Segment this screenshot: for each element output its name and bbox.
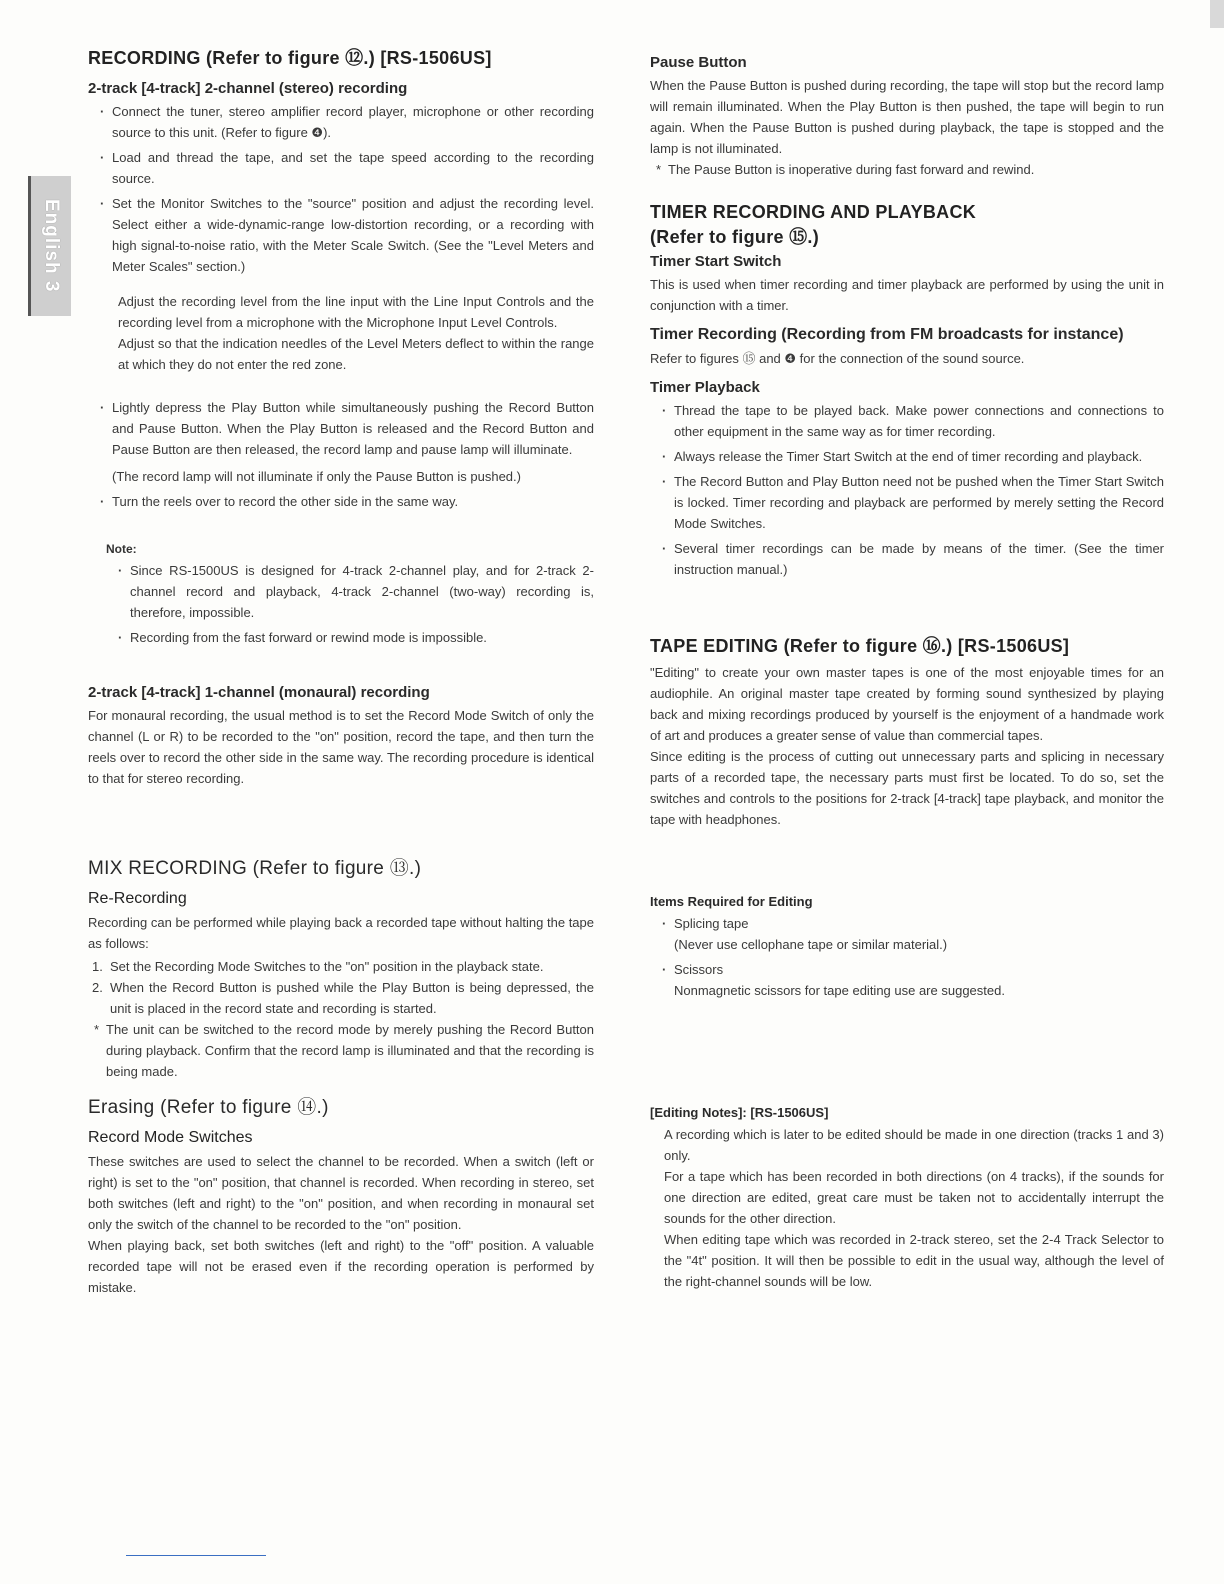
timer-start-switch-heading: Timer Start Switch xyxy=(650,253,782,270)
list-item: · Recording from the fast forward or rewind mode is impossible. xyxy=(106,627,594,648)
list-item: · Set the Monitor Switches to the "source" position and adjust the recording level. Select either a wide-dynamic-range low-distortion recording, or a recording with high signal-to-noise ratio, with the Meter Scale Switch. (See the "Level Meters and Meter Scales" section.) xyxy=(88,193,594,277)
re-recording-heading: Re-Recording xyxy=(88,890,187,907)
list-item: · Always release the Timer Start Switch at the end of timer recording and playback. xyxy=(650,446,1164,467)
editing-notes xyxy=(650,1124,1164,1292)
list-item: · Connect the tuner, stereo amplifier record player, microphone or other recording source to this unit. (Refer to figure ❹). xyxy=(88,101,594,143)
recording-note xyxy=(88,542,594,648)
erasing-title: Erasing (Refer to figure ⑭.) xyxy=(88,1097,329,1118)
editing-note: For a tape which has been recorded in both directions (on 4 tracks), if the sounds for one direction are edited, great care must be taken not to accidentally interrupt the sounds for the other direction. xyxy=(664,1169,1164,1226)
recording-section-title xyxy=(88,44,594,70)
list-item: · Turn the reels over to record the other side in the same way. xyxy=(88,491,594,512)
timer-recording-text: Refer to figures ⑮ and ❹ for the connection of the sound source. xyxy=(650,351,1025,366)
timer-section-title xyxy=(650,202,1164,249)
items-required-heading: Items Required for Editing xyxy=(650,894,813,909)
right-column xyxy=(650,44,1164,1292)
list-item: 2. When the Record Button is pushed while the Play Button is being depressed, the unit is placed in the record state and recording is started. xyxy=(92,980,594,1016)
tape-editing-model-tag: [RS-1506US] xyxy=(957,636,1070,656)
scan-corner-mark xyxy=(1210,0,1224,28)
play-steps-list xyxy=(88,397,594,512)
editing-process-text: Since editing is the process of cutting out unnecessary parts and splicing in necessary parts of a recorded tape, the necessary parts must first be located. To do so, set the switches and controls to the positions for 2-track [4-track] tape playback, and monitor the tape with headphones. xyxy=(650,749,1164,827)
playback-switches-text: When playing back, set both switches (left and right) to the "off" position. A valuable recorded tape will not be erased even if the recording operation is performed by mistake. xyxy=(88,1238,594,1295)
re-recording-steps xyxy=(88,956,594,1019)
monaural-recording-text: For monaural recording, the usual method is to set the Record Mode Switch of only the channel (L or R) to be recorded to the "on" position, record the tape, and then turn the reels over to record the other side in the same way. The recording procedure is identical to that for stereo recording. xyxy=(88,708,594,786)
timer-playback-heading: Timer Playback xyxy=(650,379,760,396)
timer-start-switch-text: This is used when timer recording and timer playback are performed by using the unit in conjunction with a timer. xyxy=(650,277,1164,313)
editing-intro-text: "Editing" to create your own master tapes is one of the most enjoyable times for an audiophile. An original master tape created by forming sound synthesized by playing back and mixing recordings produced by yourself is the enjoyment of a handmade work of art and produces a greater sense of value than commercial tapes. xyxy=(650,665,1164,743)
list-item: · Scissors Nonmagnetic scissors for tape editing use are suggested. xyxy=(650,959,1164,1001)
record-mode-star-note: * The unit can be switched to the record mode by merely pushing the Record Button during playback. Confirm that the record lamp is illuminated and that the recording is being made. xyxy=(88,1019,594,1082)
record-mode-switches-heading: Record Mode Switches xyxy=(88,1129,253,1146)
monaural-recording-heading: 2-track [4-track] 1-channel (monaural) recording xyxy=(88,684,430,701)
list-item xyxy=(88,397,594,487)
timer-title-line2: (Refer to figure ⑮.) xyxy=(650,227,820,247)
record-mode-switches-text: These switches are used to select the channel to be recorded. When a switch (left or right) is set to the "on" position, that channel is recorded. When recording in stereo, set both switches (left and right) to the "on" position, and when recording in monaural set only the switch of the channel to be recorded to the "on" position. xyxy=(88,1154,594,1232)
left-column xyxy=(88,44,594,1298)
editing-note: When editing tape which was recorded in 2-track stereo, set the 2-4 Track Selector to the "4t" position. It will then be possible to edit in the usual way, although the level of the right-channel sounds will be low. xyxy=(664,1232,1164,1289)
pause-button-text: When the Pause Button is pushed during recording, the tape will stop but the record lamp will remain illuminated. When the Play Button is then pushed, the tape will begin to run again. When the Pause Button is pushed during playback, the tape is stopped and the lamp is not illuminated. xyxy=(650,78,1164,156)
pause-star-note: * The Pause Button is inoperative during fast forward and rewind. xyxy=(650,159,1164,180)
language-tab-label: English 3 xyxy=(41,199,62,293)
tape-editing-title xyxy=(650,632,1164,658)
pause-button-heading: Pause Button xyxy=(650,54,747,71)
recording-model-tag: [RS-1506US] xyxy=(380,48,492,68)
timer-title-line1: TIMER RECORDING AND PLAYBACK xyxy=(650,202,977,222)
note-list xyxy=(106,560,594,648)
list-item: · Load and thread the tape, and set the tape speed according to the recording source. xyxy=(88,147,594,189)
timer-recording-heading: Timer Recording (Recording from FM broadcasts for instance) xyxy=(650,326,1124,343)
stereo-steps-list xyxy=(88,101,594,277)
list-item: · The Record Button and Play Button need not be pushed when the Timer Start Switch is locked. Timer recording and playback are performed by merely setting the Record Mode Switches. xyxy=(650,471,1164,534)
note-label: Note: xyxy=(106,542,137,556)
list-item: · Splicing tape (Never use cellophane tape or similar material.) xyxy=(650,913,1164,955)
recording-title-text: RECORDING (Refer to figure ⑫.) xyxy=(88,48,376,68)
adjust-needle-text: Adjust so that the indication needles of the Level Meters deflect to within the range at which they do not enter the red zone. xyxy=(118,336,594,372)
list-item: · Since RS-1500US is designed for 4-track 2-channel play, and for 2-track 2-channel record and playback, 4-track 2-channel (two-way) recording is, therefore, impossible. xyxy=(106,560,594,623)
list-item: · Thread the tape to be played back. Make power connections and connections to other equipment in the same way as for timer recording. xyxy=(650,400,1164,442)
language-tab xyxy=(28,176,71,316)
stereo-recording-heading: 2-track [4-track] 2-channel (stereo) recording xyxy=(88,80,408,97)
re-recording-intro: Recording can be performed while playing back a recorded tape without halting the tape as follows: xyxy=(88,915,594,951)
editing-notes-heading: [Editing Notes]: [RS-1506US] xyxy=(650,1105,829,1120)
tape-editing-title-text: TAPE EDITING (Refer to figure ⑯.) xyxy=(650,636,953,656)
list-item: 1. Set the Recording Mode Switches to the "on" position in the playback state. xyxy=(92,959,544,974)
footer-rule xyxy=(126,1555,266,1556)
editing-note: A recording which is later to be edited should be made in one direction (tracks 1 and 3) only. xyxy=(664,1127,1164,1163)
record-lamp-note: (The record lamp will not illuminate if only the Pause Button is pushed.) xyxy=(112,469,521,484)
timer-playback-list xyxy=(650,400,1164,580)
list-item: · Several timer recordings can be made by means of the timer. (See the timer instruction manual.) xyxy=(650,538,1164,580)
adjust-level-text: Adjust the recording level from the line input with the Line Input Controls and the recording level from a microphone with the Microphone Input Level Controls. xyxy=(118,294,594,330)
mix-recording-title: MIX RECORDING (Refer to figure ⑬.) xyxy=(88,858,422,879)
items-required-list xyxy=(650,913,1164,1001)
play-button-instruction: Lightly depress the Play Button while simultaneously pushing the Record Button and Pause Button. When the Play Button is released and the Record Button and Pause Button are then released, the record lamp and pause lamp will illuminate. xyxy=(112,400,594,457)
